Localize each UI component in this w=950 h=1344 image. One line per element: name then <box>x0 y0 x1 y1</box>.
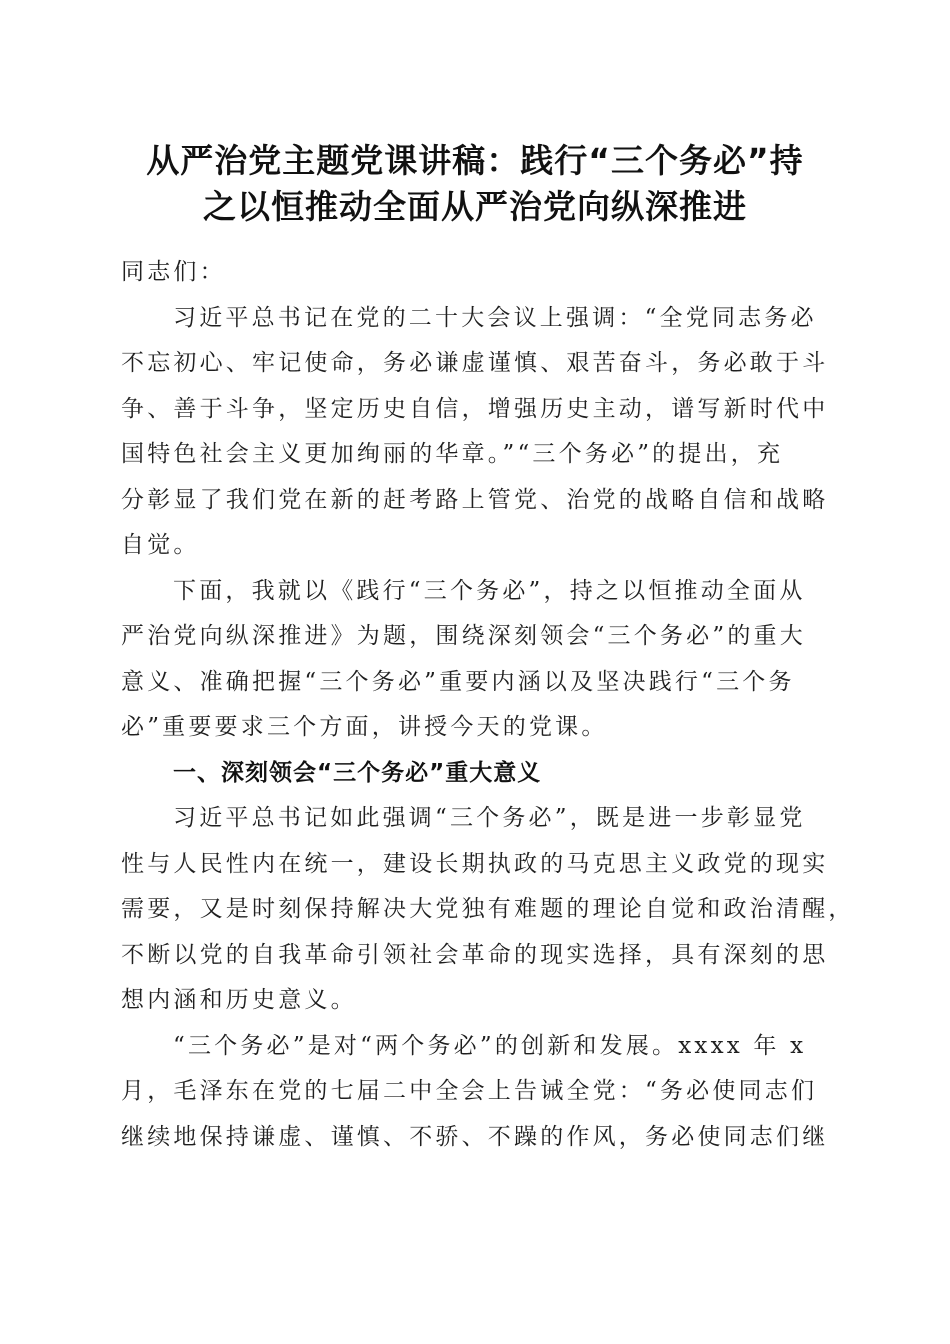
document-title <box>110 138 840 230</box>
paragraph-line: 分彰显了我们党在新的赶考路上管党、治党的战略自信和战略 <box>121 486 829 513</box>
paragraph-line: 国特色社会主义更加绚丽的华章。”“三个务必”的提出，充 <box>121 441 784 467</box>
paragraph-line: 需要，又是时刻保持解决大党独有难题的理论自觉和政治清醒， <box>121 896 855 922</box>
document-body <box>121 250 855 1160</box>
paragraph-line: 必”重要要求三个方面，讲授今天的党课。 <box>121 714 608 740</box>
title-line-1: 从严治党主题党课讲稿：践行“三个务必”持 <box>146 141 804 180</box>
paragraph-3 <box>121 796 855 1024</box>
paragraph-line: 月，毛泽东在党的七届二中全会上告诫全党：“务必使同志们 <box>121 1078 818 1104</box>
paragraph-line: 自觉。 <box>121 532 200 558</box>
paragraph-line: 习近平总书记在党的二十大会议上强调：“全党同志务必 <box>173 304 817 331</box>
title-line-2: 之以恒推动全面从严治党向纵深推进 <box>203 187 747 226</box>
paragraph-line: 想内涵和历史意义。 <box>121 987 357 1013</box>
paragraph-line: 下面，我就以《践行“三个务必”，持之以恒推动全面从 <box>173 577 806 604</box>
paragraph-2 <box>121 569 829 751</box>
paragraph-line: 争、善于斗争，坚定历史自信，增强历史主动，谱写新时代中 <box>121 395 829 422</box>
paragraph-line: 不忘初心、牢记使命，务必谦虚谨慎、艰苦奋斗，务必敢于斗 <box>121 350 829 376</box>
paragraph-line: 意义、准确把握“三个务必”重要内涵以及坚决践行“三个务 <box>121 668 795 695</box>
salutation: 同志们： <box>121 259 226 285</box>
section-heading-1: 一、深刻领会“三个务必”重大意义 <box>173 759 542 786</box>
paragraph-1 <box>121 296 829 569</box>
paragraph-line: 习近平总书记如此强调“三个务必”，既是进一步彰显党 <box>173 805 806 831</box>
paragraph-line: 继续地保持谦虚、谨慎、不骄、不躁的作风，务必使同志们继 <box>121 1123 829 1150</box>
paragraph-line: 不断以党的自我革命引领社会革命的现实选择，具有深刻的思 <box>121 941 829 968</box>
paragraph-line: 严治党向纵深推进》为题，围绕深刻领会“三个务必”的重大 <box>121 623 806 649</box>
paragraph-line: “三个务必”是对“两个务必”的创新和发展。xxxx 年 x <box>173 1032 807 1059</box>
paragraph-line: 性与人民性内在统一，建设长期执政的马克思主义政党的现实 <box>121 850 829 877</box>
paragraph-4 <box>121 1024 829 1161</box>
